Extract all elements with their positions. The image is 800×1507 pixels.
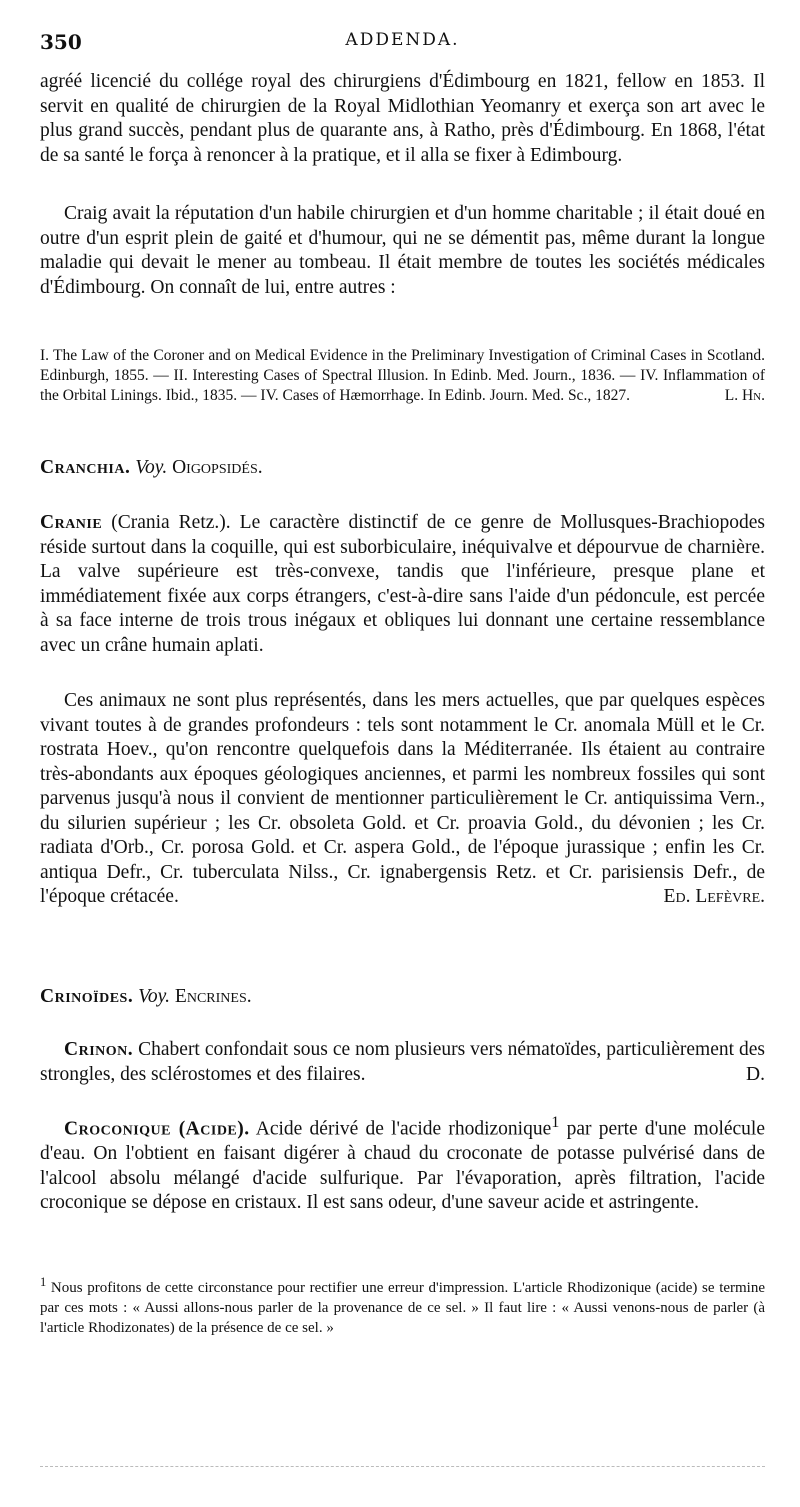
- entry-crinon: [40, 1038, 765, 1087]
- cranie-paragraph-2: Ces animaux ne sont plus représentés, dans les mers actuelles, que par quelques espèces vivant toutes à de grandes profondeurs : tels sont notamment le Cr. anomala Müll et le Cr. rostrata Hoev., qu'on rencontre quelquefois dans la Méditerranée. Ils étaient au contraire très-abondants aux époques géologiques anciennes, et parmi les nombreux fossiles qui sont parvenus jusqu'à nous il convient de mentionner particulièrement le Cr. antiquissima Vern., du silurien supérieur ; les Cr. obsoleta Gold. et Cr. proavia Gold., du dévonien ; les Cr. radiata d'Orb., Cr. porosa Gold. et Cr. aspera Gold., de l'époque jurassique ; enfin les Cr. antiqua Defr., Cr. tuberculata Nilss., Cr. ignabergensis Retz. et Cr. parisiensis Defr., de l'époque crétacée.: [40, 690, 765, 907]
- craig-bibliography: [40, 346, 765, 406]
- running-title: ADDENDA.: [345, 30, 460, 50]
- crinoides-voy: Voy.: [138, 986, 171, 1007]
- crinon-text: Chabert confondait sous ce nom plusieurs vers nématoïdes, particulièrement des strongles, des sclérostomes et des filaires.: [40, 1039, 766, 1085]
- croconique-text-a: Acide dérivé de l'acide rhodizonique: [255, 1118, 552, 1140]
- entry-croconique: [40, 1110, 765, 1216]
- footnote-mark: 1: [551, 1113, 560, 1131]
- page-header: [40, 30, 765, 56]
- cranchia-headword: Cranchia.: [40, 457, 131, 478]
- crinon-signature: D.: [746, 1063, 765, 1085]
- cranie-headword: Cranie: [40, 512, 103, 533]
- crinoides-crossref: Encrines.: [174, 986, 252, 1007]
- entry-cranie: [40, 511, 765, 658]
- croconique-headword: Croconique (Acide).: [64, 1118, 250, 1140]
- cranie-paragraph-1: Le caractère distinctif de ce genre de Mollusques-Brachiopodes réside surtout dans la coquille, qui est suborbiculaire, inéquivalve et dépourvue de charnière. La valve supérieure est très-convexe, tandis que l'inférieure, presque plane et immédiatement fixée aux corps étrangers, c'est-à-dire sans l'aide d'un pédoncule, est percée à sa face interne de trois trous inégaux et obliques lui donnant une certaine ressemblance avec un crâne humain aplati.: [40, 512, 766, 656]
- craig-signature: L. Hn.: [724, 387, 765, 404]
- page-number: 350: [40, 30, 82, 54]
- cranie-signature: Ed. Lefèvre.: [663, 886, 765, 907]
- cranie-paragraph-2-block: [40, 689, 765, 910]
- crinon-headword: Crinon.: [64, 1039, 134, 1060]
- page: [40, 0, 765, 1507]
- craig-paragraph-2: Craig avait la réputation d'un habile chirurgien et d'un homme charitable ; il était doué en outre d'un esprit plein de gaité et d'humour, qui ne se démentit pas, même durant la longue maladie qui devait le mener au tombeau. Il était membre de toutes les sociétés médicales d'Édimbourg. On connaît de lui, entre autres :: [40, 203, 765, 298]
- bottom-divider: [40, 1466, 765, 1467]
- entry-crinoides: [40, 985, 765, 1010]
- footnote-text: Nous profitons de cette circonstance pour rectifier une erreur d'impression. L'article Rhodizonique (acide) se termine par ces mots : « Aussi allons-nous parler de la provenance de ce sel. » Il faut lire : « Aussi venons-nous de parler (à l'article Rhodizonates) de la présence de ce sel. »: [40, 1280, 766, 1336]
- craig-references: I. The Law of the Coroner and on Medical Evidence in the Preliminary Investigation of Criminal Cases in Scotland. Edinburgh, 1855. — II. Interesting Cases of Spectral Illusion. In Edinb. Med. Journ., 1836. — IV. Inflammation of the Orbital Linings. Ibid., 1835. — IV. Cases of Hæmorrhage. In Edinb. Journ. Med. Sc., 1827.: [40, 347, 765, 404]
- cranchia-voy: Voy.: [135, 457, 168, 478]
- crinoides-headword: Crinoïdes.: [40, 986, 134, 1007]
- entry-cranchia: [40, 456, 765, 481]
- craig-paragraph-1: agréé licencié du collége royal des chirurgiens d'Édimbourg en 1821, fellow en 1853. Il servit en qualité de chirurgien de la Royal Midlothian Yeomanry et exerça son art avec le plus grand succès, pendant plus de quarante ans, à Ratho, près d'Édimbourg. En 1868, l'état de sa santé le força à renoncer à la pratique, et il alla se fixer à Edimbourg.: [40, 71, 765, 166]
- footnote-number: 1: [40, 1275, 47, 1289]
- cranie-genus: (Crania Retz.).: [111, 512, 231, 533]
- croconique-text-b: par perte d'une molécule d'eau. On l'obtient en faisant digérer à chaud du croconate de potasse pulvérisé dans de l'alcool absolu mélangé d'acide sulfurique. Par l'évaporation, après filtration, l'acide croconique se dépose en cristaux. Il est sans odeur, d'une saveur acide et astringente.: [40, 1118, 765, 1213]
- footnote: [40, 1272, 765, 1338]
- cranchia-crossref: Oigopsidés.: [172, 457, 263, 478]
